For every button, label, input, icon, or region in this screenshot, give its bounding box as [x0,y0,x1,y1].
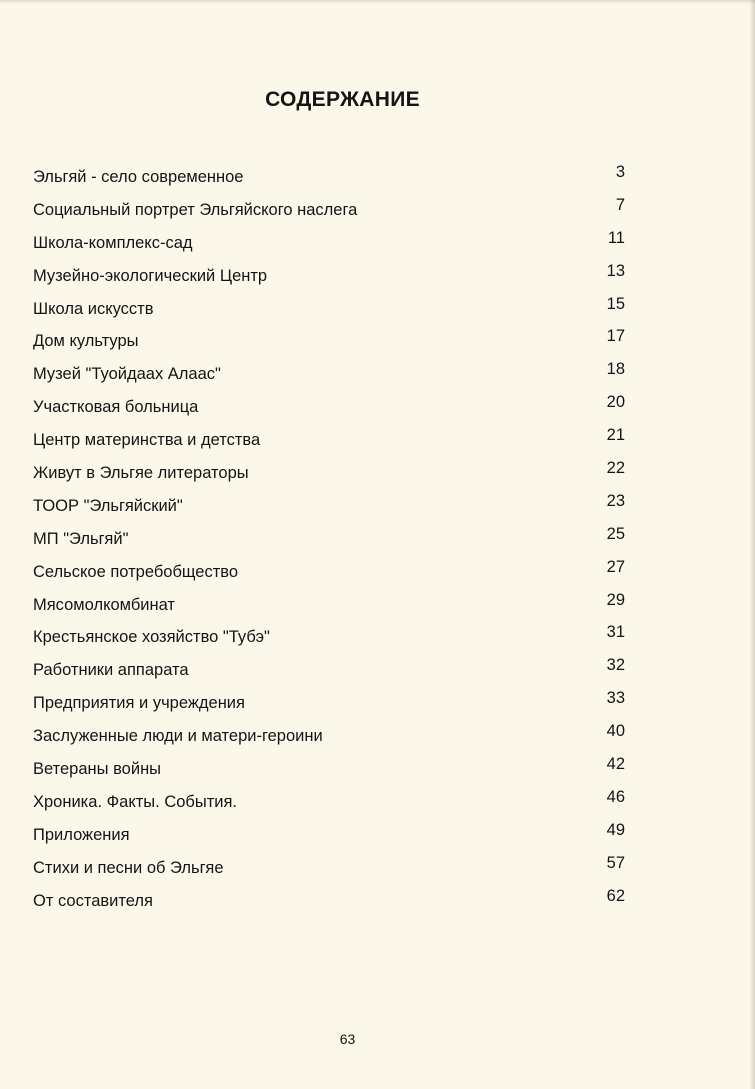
toc-entry [33,755,625,788]
toc-entry-label: Живут в Эльгяе литераторы [33,464,249,483]
toc-entry-label: Предприятия и учреждения [33,694,245,713]
toc-entry-label: Музейно-экологический Центр [33,266,268,285]
toc-entry [33,262,625,295]
toc-entry-page-number: 17 [606,327,625,346]
toc-entry-label: Крестьянское хозяйство "Тубэ" [33,628,270,647]
toc-entry-page-number: 3 [615,163,625,181]
toc-entry-label: Приложения [33,825,130,844]
toc-entry [33,459,625,492]
toc-entry-label: ТООР "Эльгяйский" [33,496,183,515]
toc-entry-page-number: 21 [606,426,625,445]
toc-entry [33,426,625,459]
toc-entry-label: Мясомолкомбинат [33,595,175,614]
toc-entry-label: Хроника. Факты. События. [33,792,238,811]
toc-entry [33,854,625,887]
toc-entry [33,492,625,525]
toc-entry-page-number: 42 [606,755,625,774]
toc-entry [33,788,625,821]
toc-entry [33,163,625,196]
toc-entry-page-number: 49 [606,820,625,839]
page-number: 63 [339,1031,356,1047]
toc-entry [33,887,625,920]
toc-entry-page-number: 7 [615,195,625,214]
toc-entry [33,722,625,755]
toc-entry-label: Школа-комплекс-сад [33,233,193,252]
toc-entry-label: Стихи и песни об Эльгяе [33,858,224,877]
toc-list [33,163,625,919]
toc-entry-label: Школа искусств [33,299,154,318]
toc-entry [33,689,625,722]
toc-entry-page-number: 33 [606,689,625,708]
page-title: СОДЕРЖАНИЕ [265,88,420,111]
toc-entry-page-number: 29 [606,590,625,609]
toc-entry [33,196,625,229]
toc-entry-page-number: 62 [606,886,625,905]
page-edge-shadow-top [0,0,755,4]
toc-entry-page-number: 20 [606,393,625,412]
toc-entry [33,656,625,689]
toc-entry [33,591,625,624]
toc-entry-page-number: 40 [606,722,625,741]
toc-entry-page-number: 32 [606,656,625,675]
toc-entry-page-number: 25 [606,524,625,543]
toc-entry-label: Заслуженные люди и матери-героини [33,727,323,746]
toc-entry [33,360,625,393]
toc-entry-label: Социальный портрет Эльгяйского наслега [33,200,358,219]
toc-entry-label: От составителя [33,891,153,910]
toc-entry-page-number: 13 [606,261,625,280]
toc-entry-page-number: 15 [606,294,625,313]
toc-entry-page-number: 22 [606,459,625,478]
toc-entry-label: МП "Эльгяй" [33,529,129,548]
toc-entry-label: Эльгяй - село современное [33,168,244,186]
toc-entry [33,229,625,262]
toc-entry-label: Дом культуры [33,332,139,351]
toc-entry-page-number: 27 [606,557,625,576]
toc-entry-page-number: 11 [607,228,625,247]
toc-entry-label: Участковая больница [33,398,199,417]
toc-entry-label: Центр материнства и детства [33,431,261,450]
toc-entry-label: Работники аппарата [33,661,189,680]
page-edge-shadow-right [749,0,755,1089]
toc-entry [33,327,625,360]
toc-entry-label: Сельское потребобщество [33,562,239,581]
toc-entry-label: Ветераны войны [33,760,162,779]
toc-entry-page-number: 57 [606,853,625,872]
toc-entry-page-number: 18 [606,360,625,379]
toc-entry-page-number: 46 [606,787,625,806]
toc-entry [33,525,625,558]
toc-entry [33,295,625,328]
toc-entry [33,558,625,591]
toc-entry-page-number: 23 [606,491,625,510]
toc-entry-label: Музей "Туойдаах Алаас" [33,365,221,384]
toc-entry [33,623,625,656]
toc-entry [33,821,625,854]
toc-entry-page-number: 31 [606,623,625,642]
toc-entry [33,393,625,426]
